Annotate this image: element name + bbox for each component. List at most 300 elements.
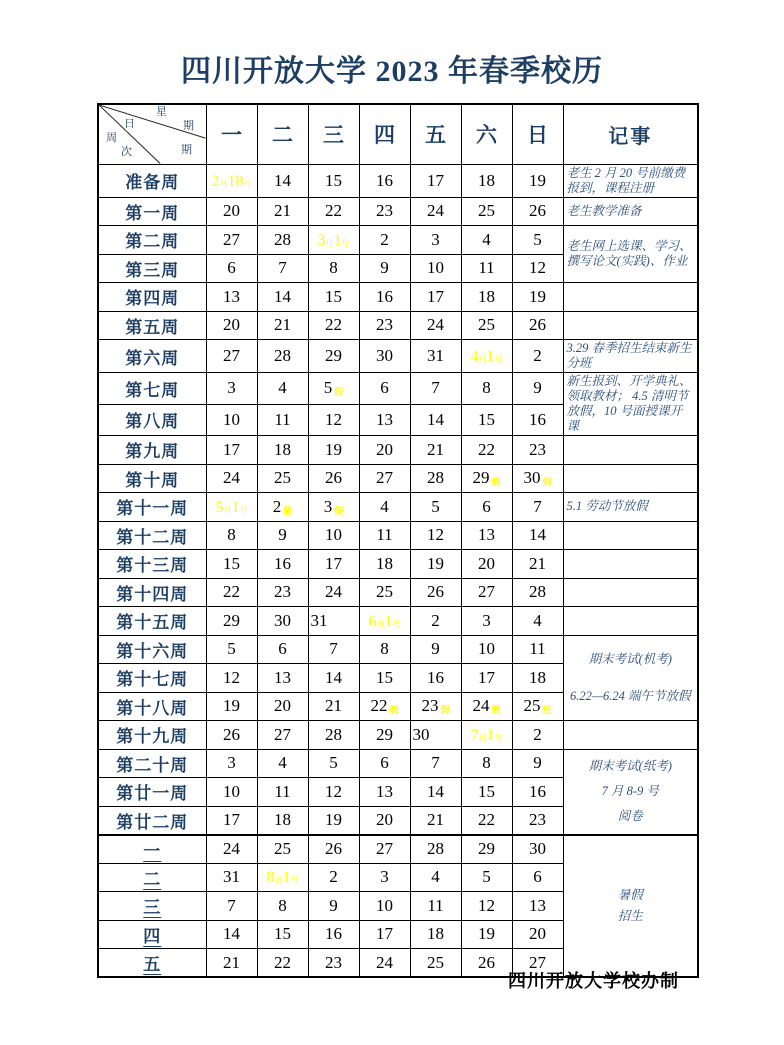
date-cell: 11 [410, 892, 461, 921]
date-cell: 11 [257, 778, 308, 807]
note-cell [563, 721, 698, 750]
highlight-date-unit: 号 [341, 238, 350, 248]
week-label: 第五周 [98, 311, 206, 340]
calendar-row [98, 607, 698, 636]
date-cell: 10 [461, 635, 512, 664]
highlight-date-number: 1 [333, 231, 342, 249]
week-label: 第二十周 [98, 749, 206, 778]
calendar-row [98, 521, 698, 550]
date-cell: 24 [410, 197, 461, 226]
note-cell [563, 311, 698, 340]
date-cell: 7 [410, 373, 461, 405]
week-label: 第十九周 [98, 721, 206, 750]
week-label: 第十四周 [98, 578, 206, 607]
date-cell: 12 [410, 521, 461, 550]
date-cell: 15 [359, 664, 410, 693]
date-cell: 30 [512, 835, 563, 864]
calendar-row [98, 550, 698, 579]
date-cell: 7 [512, 493, 563, 522]
note-cell [563, 550, 698, 579]
date-cell: 17 [410, 164, 461, 197]
date-cell: 27 [359, 835, 410, 864]
date-cell: 26 [512, 197, 563, 226]
note-line: 阅卷 [617, 809, 643, 823]
calendar-row [98, 749, 698, 778]
date-cell: 17 [410, 283, 461, 312]
date-cell: 23 [257, 578, 308, 607]
highlight-date-unit: 月 [478, 733, 487, 743]
date-cell: 16 [257, 550, 308, 579]
week-label: 第十五周 [98, 607, 206, 636]
holiday-marker: 假 [283, 505, 293, 516]
date-cell: 15 [257, 920, 308, 949]
date-cell: 28 [410, 835, 461, 864]
date-cell: 11 [512, 635, 563, 664]
date-cell: 6 [461, 493, 512, 522]
note-cell [563, 226, 698, 283]
week-label: 第九周 [98, 436, 206, 465]
date-cell: 17 [359, 920, 410, 949]
date-cell: 31 [308, 607, 359, 636]
highlight-date-number: 1 [384, 612, 393, 630]
footer-credit: 四川开放大学校办制 [508, 971, 679, 991]
date-cell: 19 [461, 920, 512, 949]
date-cell: 24 [410, 311, 461, 340]
week-label: 第十二周 [98, 521, 206, 550]
date-cell: 5 [206, 635, 257, 664]
date-cell: 9 [359, 254, 410, 283]
date-cell: 30 [257, 607, 308, 636]
date-cell: 28 [257, 340, 308, 373]
date-cell: 17 [308, 550, 359, 579]
date-cell: 12 [308, 404, 359, 436]
date-cell: 26 [206, 721, 257, 750]
note-cell [563, 749, 698, 835]
note-cell [563, 635, 698, 721]
date-cell: 16 [359, 164, 410, 197]
week-label: 第二周 [98, 226, 206, 255]
holiday-marker: 假 [334, 387, 344, 398]
date-cell: 30 假 [512, 464, 563, 493]
holiday-marker: 假 [440, 705, 450, 716]
note-cell [563, 464, 698, 493]
date-cell: 9 [410, 635, 461, 664]
date-cell: 15 [206, 550, 257, 579]
note-line: 招生 [617, 908, 643, 923]
date-cell: 27 [206, 340, 257, 373]
date-cell: 23 假 [410, 692, 461, 721]
note-cell [563, 835, 698, 978]
highlight-date-number: 8 [266, 869, 275, 887]
date-cell: 28 [308, 721, 359, 750]
date-cell [206, 164, 257, 197]
date-cell: 9 [257, 521, 308, 550]
date-cell: 6 [359, 749, 410, 778]
date-cell: 3 [461, 607, 512, 636]
date-cell: 8 [308, 254, 359, 283]
date-cell: 16 [512, 778, 563, 807]
date-cell: 23 [512, 436, 563, 465]
date-cell: 26 [512, 311, 563, 340]
note-line: 6.22—6.24 端午节放假 [570, 688, 691, 703]
date-cell: 9 [512, 373, 563, 405]
corner-cell [98, 104, 206, 164]
date-cell: 15 [308, 164, 359, 197]
corner-char: 星 [156, 106, 167, 118]
weekday-header-sun: 日 [512, 104, 563, 164]
highlight-date-unit: 号 [494, 355, 503, 364]
weekday-header-sat: 六 [461, 104, 512, 164]
date-cell: 16 [359, 283, 410, 312]
note-line: 老生网上选课、学习、撰写论文(实践)、作业 [566, 239, 692, 268]
calendar-row [98, 436, 698, 465]
date-cell: 12 [512, 254, 563, 283]
date-cell: 14 [257, 164, 308, 197]
date-cell: 2 [359, 226, 410, 255]
date-cell: 22 [308, 197, 359, 226]
date-cell: 14 [206, 920, 257, 949]
calendar-row [98, 283, 698, 312]
date-cell: 17 [206, 436, 257, 465]
date-cell: 4 [359, 493, 410, 522]
week-label: 四 [98, 920, 206, 949]
date-cell: 25 [257, 464, 308, 493]
date-cell: 8 [206, 521, 257, 550]
date-cell: 20 [512, 920, 563, 949]
note-line: 老生 2 月 20 号前缴费报到，课程注册 [566, 165, 686, 195]
date-cell: 17 [461, 664, 512, 693]
highlight-date-number: 5 [215, 498, 224, 516]
corner-char: 次 [121, 146, 132, 158]
note-cell [563, 373, 698, 436]
date-cell: 22 [257, 949, 308, 978]
date-cell: 4 [512, 607, 563, 636]
date-cell [257, 863, 308, 892]
date-cell: 2 [308, 863, 359, 892]
highlight-date-unit: 号 [239, 505, 248, 515]
calendar-row [98, 197, 698, 226]
date-cell: 2 [410, 607, 461, 636]
date-cell: 19 [410, 550, 461, 579]
weekday-header-tue: 二 [257, 104, 308, 164]
date-cell: 26 [410, 578, 461, 607]
date-cell: 26 [461, 949, 512, 978]
date-cell: 21 [206, 949, 257, 978]
date-cell: 16 [410, 664, 461, 693]
date-cell: 10 [410, 254, 461, 283]
date-cell: 27 [512, 949, 563, 978]
highlight-date-number: 1 [282, 869, 291, 887]
date-cell: 20 [461, 550, 512, 579]
calendar-row [98, 340, 698, 373]
week-label: 第一周 [98, 197, 206, 226]
note-line: 期末考试(机考) [588, 651, 672, 666]
date-cell: 19 [206, 692, 257, 721]
date-cell: 15 [461, 404, 512, 436]
date-cell: 23 [359, 197, 410, 226]
highlight-date-number: 2 [211, 172, 220, 190]
date-cell: 4 [461, 226, 512, 255]
date-cell: 20 [206, 311, 257, 340]
date-cell: 5 [410, 493, 461, 522]
date-cell [461, 340, 512, 373]
date-cell: 25 [461, 197, 512, 226]
date-cell: 25 [461, 311, 512, 340]
page-title: 四川开放大学 2023 年春季校历 [181, 55, 603, 88]
note-cell [563, 436, 698, 465]
note-cell [563, 197, 698, 226]
calendar-row [98, 835, 698, 864]
week-label: 三 [98, 892, 206, 921]
date-cell: 13 [257, 664, 308, 693]
note-line: 3.29 春季招生结束新生分班 [566, 341, 692, 370]
week-label: 准备周 [98, 164, 206, 197]
date-cell: 4 [257, 373, 308, 405]
date-cell: 23 [308, 949, 359, 978]
date-cell: 11 [359, 521, 410, 550]
calendar-row [98, 226, 698, 255]
date-cell: 21 [308, 692, 359, 721]
holiday-marker: 假 [334, 505, 344, 516]
note-line: 5.1 劳动节放假 [566, 499, 648, 514]
week-label: 第十七周 [98, 664, 206, 693]
highlight-date-unit: 号 [494, 733, 503, 743]
week-label: 第十三周 [98, 550, 206, 579]
date-cell: 7 [206, 892, 257, 921]
week-label: 第八周 [98, 404, 206, 436]
date-cell: 18 [461, 283, 512, 312]
date-cell: 12 [308, 778, 359, 807]
highlight-date-unit: 月 [219, 179, 228, 189]
date-cell: 3 [410, 226, 461, 255]
date-cell: 4 [257, 749, 308, 778]
date-cell: 23 [512, 806, 563, 835]
calendar-row [98, 493, 698, 522]
note-cell [563, 607, 698, 636]
highlight-date-unit: 号 [392, 619, 401, 629]
highlight-date-number: 1 [486, 348, 495, 365]
holiday-marker: 假 [542, 477, 552, 488]
note-line: 7 月 8-9 号 [601, 784, 659, 798]
highlight-date-unit: 月 [223, 505, 232, 515]
date-cell: 6 [206, 254, 257, 283]
date-cell: 8 [257, 892, 308, 921]
date-cell: 19 [512, 283, 563, 312]
note-line: 暑假 [617, 887, 643, 902]
date-cell: 22 [308, 311, 359, 340]
date-cell: 6 [359, 373, 410, 405]
calendar-row [98, 311, 698, 340]
date-cell: 3 [359, 863, 410, 892]
date-cell [308, 226, 359, 255]
note-cell [563, 521, 698, 550]
highlight-date-unit: 月 [274, 876, 283, 886]
week-label: 第十周 [98, 464, 206, 493]
date-cell: 20 [206, 197, 257, 226]
date-cell: 5 [308, 749, 359, 778]
date-cell: 22 [206, 578, 257, 607]
date-cell: 2 [512, 340, 563, 373]
date-cell: 29 [206, 607, 257, 636]
date-cell: 10 [206, 778, 257, 807]
date-cell: 20 [257, 692, 308, 721]
date-cell: 16 [308, 920, 359, 949]
date-cell: 22 [461, 436, 512, 465]
date-cell: 5 [461, 863, 512, 892]
date-cell: 14 [512, 521, 563, 550]
week-label: 第四周 [98, 283, 206, 312]
date-cell [359, 607, 410, 636]
date-cell: 21 [410, 806, 461, 835]
date-cell: 27 [359, 464, 410, 493]
date-cell: 23 [359, 311, 410, 340]
date-cell: 18 [461, 164, 512, 197]
date-cell: 2 假 [257, 493, 308, 522]
highlight-date-number: 1 [231, 498, 240, 516]
note-line: 期末考试(纸考) [588, 759, 672, 773]
date-cell: 31 [206, 863, 257, 892]
date-cell: 13 [461, 521, 512, 550]
date-cell: 21 [257, 311, 308, 340]
note-line: 新生报到、开学典礼、领取教材； 4.5 清明节放假，10 号面授课开课 [566, 374, 692, 433]
corner-char: 日 [124, 118, 135, 130]
date-cell: 22 [461, 806, 512, 835]
date-cell: 3 假 [308, 493, 359, 522]
date-cell: 30 [410, 721, 461, 750]
note-line: 老生教学准备 [566, 203, 642, 218]
date-cell: 8 [461, 749, 512, 778]
highlight-date-unit: 月 [325, 238, 334, 248]
date-cell: 16 [512, 404, 563, 436]
date-cell: 13 [359, 778, 410, 807]
date-cell: 15 [461, 778, 512, 807]
highlight-date-unit: 月 [478, 355, 487, 364]
highlight-date-number: 18 [227, 172, 244, 190]
corner-char: 期 [181, 144, 192, 156]
date-cell: 29 [359, 721, 410, 750]
highlight-date-number: 6 [368, 612, 377, 630]
note-cell [563, 493, 698, 522]
notes-header: 记事 [563, 104, 698, 164]
date-cell: 5 假 [308, 373, 359, 405]
date-cell: 3 [206, 373, 257, 405]
date-cell: 28 [512, 578, 563, 607]
date-cell: 26 [308, 464, 359, 493]
date-cell: 21 [257, 197, 308, 226]
date-cell: 10 [359, 892, 410, 921]
calendar-row [98, 721, 698, 750]
date-cell: 12 [206, 664, 257, 693]
date-cell: 22 假 [359, 692, 410, 721]
date-cell: 9 [308, 892, 359, 921]
date-cell: 20 [359, 806, 410, 835]
note-cell [563, 340, 698, 373]
date-cell: 11 [461, 254, 512, 283]
date-cell: 29 [308, 340, 359, 373]
week-label: 第七周 [98, 373, 206, 405]
date-cell: 24 [206, 835, 257, 864]
highlight-date-number: 7 [470, 726, 479, 744]
calendar-row [98, 578, 698, 607]
date-cell: 11 [257, 404, 308, 436]
note-cell [563, 578, 698, 607]
date-cell: 27 [257, 721, 308, 750]
date-cell: 18 [410, 920, 461, 949]
weekday-header-mon: 一 [206, 104, 257, 164]
date-cell: 6 [257, 635, 308, 664]
date-cell: 8 [461, 373, 512, 405]
calendar-row [98, 164, 698, 197]
note-cell [563, 283, 698, 312]
date-cell: 13 [359, 404, 410, 436]
date-cell: 3 [206, 749, 257, 778]
week-label: 第廿一周 [98, 778, 206, 807]
weekday-header-thu: 四 [359, 104, 410, 164]
week-label: 第廿二周 [98, 806, 206, 835]
date-cell: 10 [206, 404, 257, 436]
date-cell: 17 [206, 806, 257, 835]
week-label: 五 [98, 949, 206, 978]
highlight-date-unit: 月 [376, 619, 385, 629]
date-cell: 29 假 [461, 464, 512, 493]
week-label: 第三周 [98, 254, 206, 283]
week-label: 第十八周 [98, 692, 206, 721]
highlight-date-unit: 号 [290, 876, 299, 886]
date-cell: 28 [257, 226, 308, 255]
date-cell: 19 [308, 806, 359, 835]
week-label: 二 [98, 863, 206, 892]
date-cell: 27 [461, 578, 512, 607]
date-cell: 8 [359, 635, 410, 664]
date-cell: 21 [512, 550, 563, 579]
date-cell: 19 [308, 436, 359, 465]
header-row [98, 104, 698, 164]
date-cell: 7 [410, 749, 461, 778]
date-cell: 25 [257, 835, 308, 864]
calendar-row [98, 373, 698, 405]
date-cell: 18 [512, 664, 563, 693]
holiday-marker: 班 [542, 705, 552, 716]
week-label: 第六周 [98, 340, 206, 373]
highlight-date-number: 1 [486, 726, 495, 744]
highlight-date-unit: 号 [243, 179, 252, 189]
date-cell: 24 [308, 578, 359, 607]
date-cell: 14 [308, 664, 359, 693]
date-cell: 25 班 [512, 692, 563, 721]
calendar-row [98, 464, 698, 493]
date-cell: 7 [257, 254, 308, 283]
date-cell: 29 [461, 835, 512, 864]
date-cell: 25 [359, 578, 410, 607]
date-cell: 25 [410, 949, 461, 978]
date-cell [461, 721, 512, 750]
date-cell: 24 [359, 949, 410, 978]
date-cell: 30 [359, 340, 410, 373]
holiday-marker: 假 [389, 705, 399, 716]
date-cell: 31 [410, 340, 461, 373]
date-cell: 9 [512, 749, 563, 778]
date-cell: 24 [206, 464, 257, 493]
holiday-marker: 假 [491, 705, 501, 716]
week-label: 第十六周 [98, 635, 206, 664]
note-cell [563, 164, 698, 197]
date-cell: 26 [308, 835, 359, 864]
date-cell: 18 [257, 436, 308, 465]
date-cell: 28 [410, 464, 461, 493]
date-cell: 12 [461, 892, 512, 921]
date-cell: 10 [308, 521, 359, 550]
date-cell: 15 [308, 283, 359, 312]
